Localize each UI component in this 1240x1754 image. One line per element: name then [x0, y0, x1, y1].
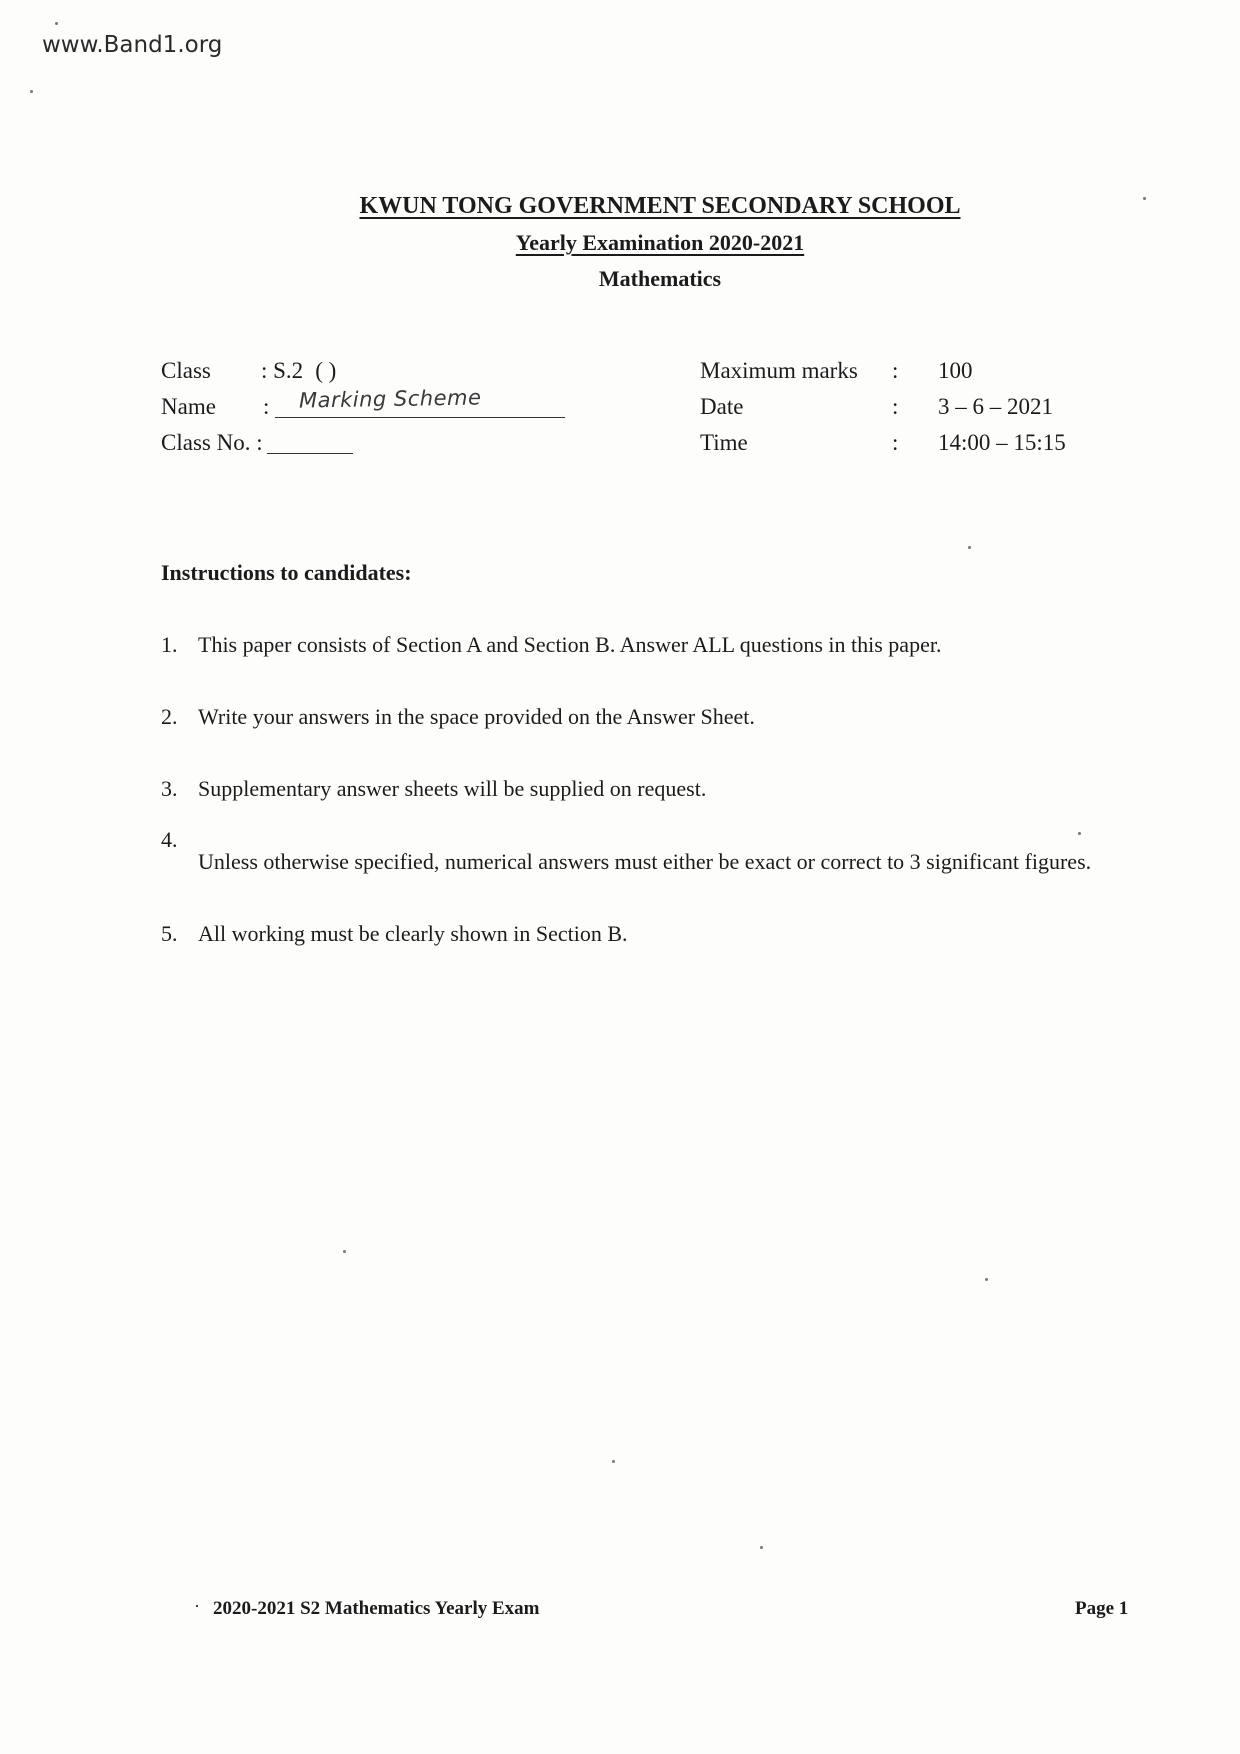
time-label: Time — [700, 430, 748, 455]
time-colon: : — [892, 430, 899, 455]
class-no-row — [161, 425, 565, 461]
scan-speck — [968, 546, 971, 549]
instructions-heading: Instructions to candidates: — [161, 560, 412, 585]
exam-title: Yearly Examination 2020-2021 — [515, 230, 805, 255]
class-label: Class — [161, 358, 211, 383]
name-row — [161, 385, 565, 425]
scan-speck — [343, 1250, 346, 1253]
date-label: Date — [700, 394, 744, 419]
subject-title: Mathematics — [598, 266, 722, 291]
instruction-text: All working must be clearly shown in Section B. — [198, 921, 628, 946]
footer-dot: · — [194, 1596, 200, 1616]
instruction-item-1 — [161, 630, 1121, 660]
max-marks-value: 100 — [938, 358, 973, 383]
instruction-number: 5. — [161, 921, 178, 946]
instruction-text: Supplementary answer sheets will be supplied on request. — [198, 776, 707, 801]
scan-speck — [985, 1278, 988, 1281]
instruction-text: Write your answers in the space provided on the Answer Sheet. — [198, 704, 755, 729]
instruction-item-2 — [161, 702, 1121, 732]
date-value: 3 – 6 – 2021 — [938, 394, 1053, 419]
exam-info — [700, 353, 1066, 461]
date-row — [700, 389, 1066, 425]
scan-speck — [760, 1546, 763, 1549]
time-row — [700, 425, 1066, 461]
scan-speck — [1078, 832, 1081, 835]
instruction-item-3 — [161, 774, 1121, 804]
name-colon: : — [263, 394, 270, 419]
instruction-text: This paper consists of Section A and Section B. Answer ALL questions in this paper. — [198, 632, 942, 657]
max-marks-colon: : — [892, 358, 899, 383]
watermark-url: www.Band1.org — [42, 32, 223, 58]
instruction-text: Unless otherwise specified, numerical answers must either be exact or correct to 3 significant figures. — [198, 849, 1092, 874]
max-marks-row — [700, 353, 1066, 389]
instruction-number: 3. — [161, 776, 178, 801]
instruction-number: 4. — [161, 827, 178, 852]
name-field — [275, 385, 565, 418]
school-title: KWUN TONG GOVERNMENT SECONDARY SCHOOL — [359, 193, 961, 219]
instructions-list — [161, 630, 1121, 991]
time-value: 14:00 – 15:15 — [938, 430, 1066, 455]
instruction-number: 2. — [161, 704, 178, 729]
footer-page-number: Page 1 — [1075, 1598, 1129, 1619]
footer-exam-name: 2020-2021 S2 Mathematics Yearly Exam — [213, 1598, 540, 1619]
class-paren: ( ) — [315, 358, 337, 383]
candidate-info — [161, 353, 565, 461]
name-label: Name — [161, 394, 216, 419]
scan-speck — [612, 1460, 615, 1463]
max-marks-label: Maximum marks — [700, 358, 858, 383]
class-value: : S.2 — [261, 358, 304, 383]
instruction-item-4 — [161, 825, 1121, 898]
scan-speck — [1143, 197, 1146, 200]
date-colon: : — [892, 394, 899, 419]
scan-speck — [55, 22, 58, 25]
instruction-item-5 — [161, 919, 1121, 949]
class-no-field — [267, 429, 353, 454]
scan-speck — [30, 90, 33, 93]
name-handwritten: Marking Scheme — [299, 385, 483, 413]
instruction-number: 1. — [161, 632, 178, 657]
class-no-label: Class No. : — [161, 430, 263, 455]
